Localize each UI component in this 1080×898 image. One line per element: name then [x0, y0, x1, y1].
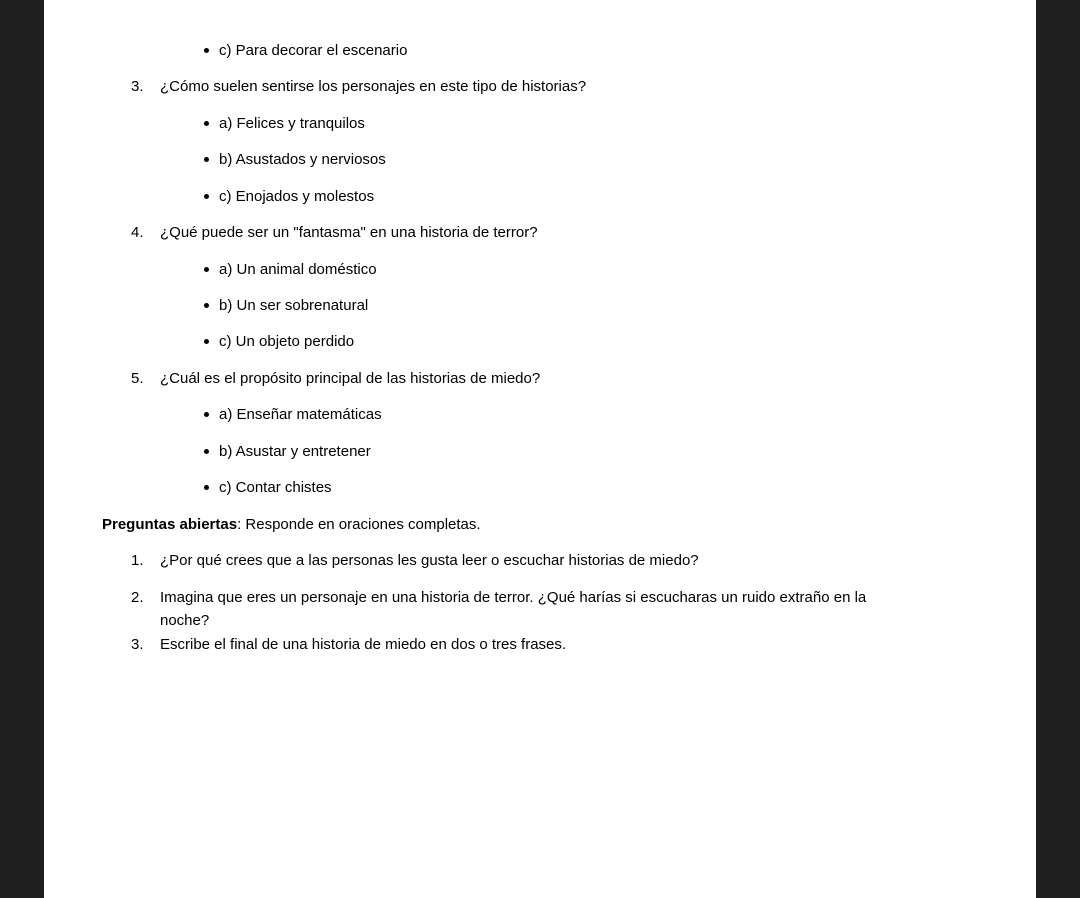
open-questions-heading	[102, 516, 481, 534]
bullet	[204, 412, 209, 417]
bullet	[204, 157, 209, 162]
document-page	[44, 0, 1036, 898]
open-question-3-number: 3.	[131, 636, 144, 653]
open-questions-title: Preguntas abiertas	[102, 516, 238, 533]
q4-option-b: b) Un ser sobrenatural	[219, 297, 369, 314]
open-question-1-number: 1.	[131, 552, 144, 569]
q5-option-c: c) Contar chistes	[219, 479, 332, 496]
question-3-text: ¿Cómo suelen sentirse los personajes en este tipo de historias?	[160, 78, 587, 95]
bullet	[204, 339, 209, 344]
q5-option-a: a) Enseñar matemáticas	[219, 406, 382, 423]
bullet	[204, 267, 209, 272]
question-5-text: ¿Cuál es el propósito principal de las historias de miedo?	[160, 370, 541, 387]
open-question-2-line2: noche?	[160, 612, 210, 629]
bullet	[204, 121, 209, 126]
open-question-2-number: 2.	[131, 589, 144, 606]
question-5-number: 5.	[131, 370, 144, 387]
bullet	[204, 449, 209, 454]
open-question-1-text: ¿Por qué crees que a las personas les gusta leer o escuchar historias de miedo?	[160, 552, 699, 569]
q5-option-b: b) Asustar y entretener	[219, 443, 371, 460]
question-3-number: 3.	[131, 78, 144, 95]
q4-option-c: c) Un objeto perdido	[219, 333, 355, 350]
prev-option-c: c) Para decorar el escenario	[219, 42, 408, 59]
question-4-number: 4.	[131, 224, 144, 241]
q3-option-b: b) Asustados y nerviosos	[219, 151, 386, 168]
q3-option-c: c) Enojados y molestos	[219, 188, 375, 205]
open-questions-instruction: : Responde en oraciones completas.	[237, 516, 481, 533]
question-4-text: ¿Qué puede ser un "fantasma" en una historia de terror?	[160, 224, 538, 241]
q4-option-a: a) Un animal doméstico	[219, 261, 377, 278]
bullet	[204, 194, 209, 199]
open-question-2-line1: Imagina que eres un personaje en una historia de terror. ¿Qué harías si escucharas un ruido extraño en la	[160, 589, 867, 606]
open-question-3-text: Escribe el final de una historia de miedo en dos o tres frases.	[160, 636, 567, 653]
bullet	[204, 485, 209, 490]
q3-option-a: a) Felices y tranquilos	[219, 115, 365, 132]
bullet	[204, 48, 209, 53]
bullet	[204, 303, 209, 308]
